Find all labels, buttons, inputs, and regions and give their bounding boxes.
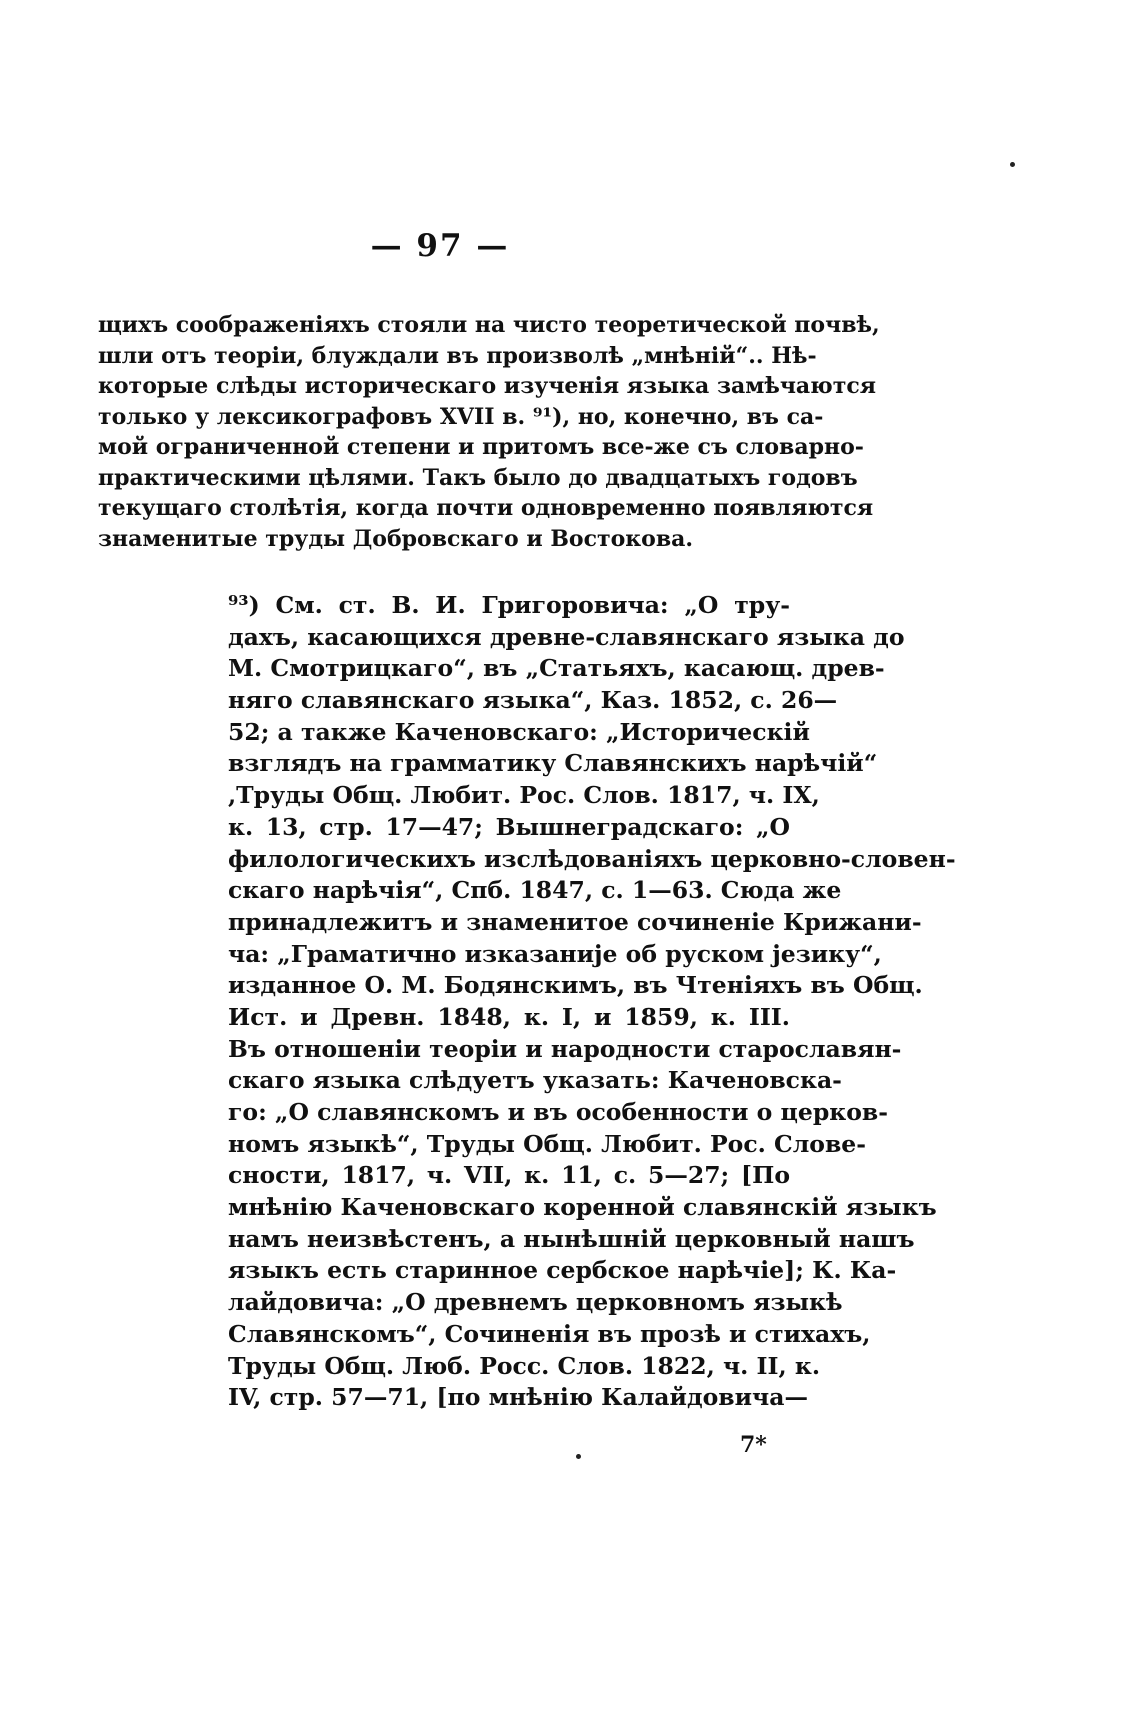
- footnote: [228, 590, 956, 1414]
- footnote-line: го: „О славянскомъ и въ особенности о церков-: [228, 1098, 888, 1126]
- text-line: практическими цѣлями. Такъ было до двадцатыхъ годовъ: [98, 464, 858, 491]
- footnote-line: принадлежитъ и знаменитое сочиненіе Крижани-: [228, 907, 922, 936]
- footnote-line: языкъ есть старинное сербское нарѣчіе]; К. Ка-: [228, 1256, 897, 1285]
- footnote-line: Славянскомъ“, Сочиненія въ прозѣ и стихахъ,: [228, 1319, 871, 1348]
- footnote-line: скаго языка слѣдуетъ указать: Каченовска-: [228, 1066, 842, 1095]
- footnote-line: М. Смотрицкаго“, въ „Статьяхъ, касающ. древ-: [228, 654, 885, 683]
- text-line: которые слѣды историческаго изученія языка замѣчаются: [98, 373, 877, 399]
- text-line: только у лексикографовъ XVII в. ⁹¹), но, конечно, въ са-: [98, 403, 824, 430]
- footnote-line: ⁹³) См. ст. В. И. Григоровича: „О тру-: [228, 591, 790, 619]
- footnote-line: номъ языкѣ“, Труды Общ. Любит. Рос. Слове-: [228, 1129, 866, 1158]
- footnote-line: Труды Общ. Люб. Росс. Слов. 1822, ч. II, к.: [228, 1351, 821, 1380]
- footnote-line: изданное О. М. Бодянскимъ, въ Чтеніяхъ въ Общ.: [228, 971, 923, 1000]
- footnote-line: ча: „Граматично изказаније об руском језику“,: [228, 939, 882, 968]
- footnote-line: намъ неизвѣстенъ, а нынѣшній церковный нашъ: [228, 1224, 915, 1253]
- text-line: шли отъ теоріи, блуждали въ произволѣ „мнѣній“.. Нѣ-: [98, 342, 817, 369]
- print-speck: [576, 1454, 581, 1459]
- footnote-line: Въ отношеніи теоріи и народности старославян-: [228, 1034, 902, 1063]
- footnote-line: 52; а также Каченовскаго: „Историческій: [228, 717, 810, 746]
- footnote-line: мнѣнію Каченовскаго коренной славянскій языкъ: [228, 1193, 937, 1222]
- text-line: знаменитые труды Добровскаго и Востокова.: [98, 525, 694, 552]
- footnote-line: скаго нарѣчія“, Спб. 1847, с. 1—63. Сюда же: [228, 876, 842, 905]
- footnote-line: к. 13, стр. 17—47; Вышнеградскаго: „О: [228, 812, 790, 841]
- print-speck: [1010, 162, 1015, 167]
- main-paragraph: [98, 310, 880, 554]
- footnote-line: дахъ, касающихся древне-славянскаго языка до: [228, 622, 905, 651]
- footnote-line: лайдовича: „О древнемъ церковномъ языкѣ: [228, 1288, 843, 1317]
- footnote-line: IV, стр. 57—71, [по мнѣнію Калайдовича—: [228, 1383, 808, 1412]
- footnote-line: Ист. и Древн. 1848, к. I, и 1859, к. III.: [228, 1002, 790, 1031]
- footnote-line: ,Труды Общ. Любит. Рос. Слов. 1817, ч. IX,: [228, 781, 820, 810]
- text-line: щихъ соображеніяхъ стояли на чисто теоретической почвѣ,: [98, 312, 880, 338]
- footnote-line: няго славянскаго языка“, Каз. 1852, с. 26—: [228, 686, 838, 715]
- page-number: — 97 —: [370, 228, 510, 264]
- signature-mark: 7*: [740, 1432, 767, 1458]
- text-line: мой ограниченной степени и притомъ все-же съ словарно-: [98, 434, 864, 460]
- footnote-line: взглядъ на грамматику Славянскихъ нарѣчій“: [228, 749, 878, 778]
- text-line: текущаго столѣтія, когда почти одновременно появляются: [98, 495, 874, 521]
- footnote-line: сности, 1817, ч. VII, к. 11, с. 5—27; [По: [228, 1161, 790, 1190]
- footnote-line: филологическихъ изслѣдованіяхъ церковно-словен-: [228, 844, 956, 873]
